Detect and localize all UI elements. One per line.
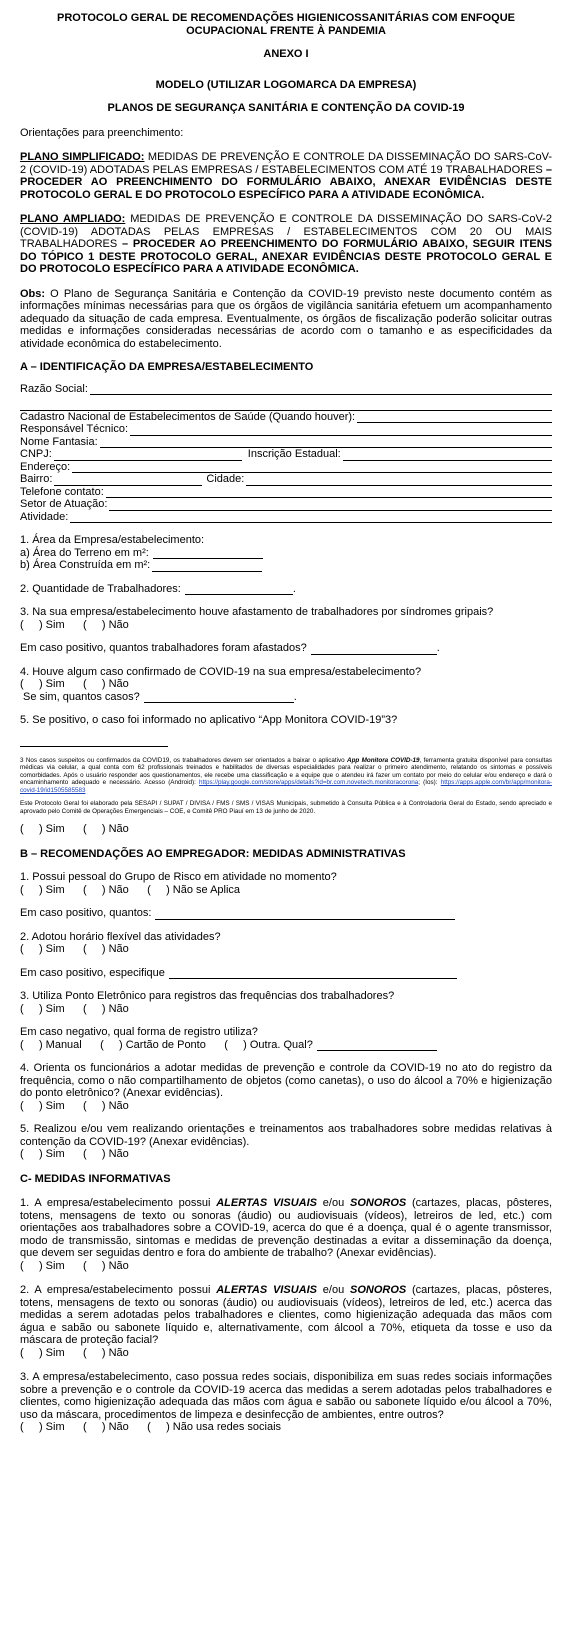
q3b-line[interactable] bbox=[311, 645, 437, 655]
b2-question: 2. Adotou horário flexível das atividades? bbox=[20, 930, 221, 943]
instructions-label: Orientações para preenchimento: bbox=[20, 126, 184, 139]
simplified-plan-lead: PLANO SIMPLIFICADO: bbox=[20, 151, 145, 163]
q3-options[interactable]: ( ) Sim ( ) Não bbox=[20, 618, 129, 631]
razao-social-label: Razão Social: bbox=[20, 382, 88, 395]
q3b-field[interactable]: Em caso positivo, quantos trabalhadores foram afastados? . bbox=[20, 642, 440, 654]
b1b-line[interactable] bbox=[155, 910, 455, 920]
c1-options[interactable]: ( ) Sim ( ) Não bbox=[20, 1259, 129, 1272]
responsavel-label: Responsável Técnico: bbox=[20, 423, 129, 435]
b4-question: 4. Orienta os funcionários a adotar medidas de prevenção e controle da COVID-19 no ato do registro da frequência, como o não compartilhamento de objetos (como canetas), o uso do álcool a 70% e higienização do ponto eletrônico? (Anexar evidências). bbox=[20, 1062, 552, 1099]
c1-rest: (cartazes, placas, pôsteres, totens, mensagens de texto ou sonoras (áudio) ou audiovisuais (vídeos), letreiros de led, etc.) com orientações aos trabalhadores sobre a COVID-19, acerca do que é a doença, qual é o agente transmissor, modo de transmissão, sintomas e medidas de prevenção destinadas a evitar a disseminação da doença, que devem ser seguidas dentro e fora do ambiente de trabalho? (Anexar evidências). bbox=[20, 1197, 552, 1259]
q2-label: 2. Quantidade de Trabalhadores: bbox=[20, 582, 181, 595]
cnes-line[interactable] bbox=[357, 413, 552, 423]
b1-options[interactable]: ( ) Sim ( ) Não ( ) Não se Aplica bbox=[20, 883, 241, 896]
responsavel-field[interactable] bbox=[20, 423, 552, 436]
observation-body: O Plano de Segurança Sanitária e Contenção da COVID-19 previsto neste documento contém as informações mínimas necessárias para que os órgãos de vigilância sanitária efetuem um acompanhamento adequado da situação de cada empresa. Eventualmente, os órgãos de fiscalização poderão solicitar outras medidas e informações consideradas necessárias de acordo com o tamanho e as especificidades da atividade econômica do estabelecimento. bbox=[20, 287, 552, 350]
q1a-label: a) Área do Terreno em m²: bbox=[20, 546, 149, 559]
android-link[interactable]: https://play.google.com/store/apps/details?id=br.com.novetech.monitoracorona bbox=[199, 779, 419, 786]
b5-options[interactable]: ( ) Sim ( ) Não bbox=[20, 1148, 129, 1160]
c2-lead: 2. A empresa/estabelecimento possui bbox=[20, 1284, 217, 1296]
title-line-1: PROTOCOLO GERAL DE RECOMENDAÇÕES HIGIENICOSSANITÁRIAS COM ENFOQUE bbox=[57, 12, 515, 24]
expanded-plan-paragraph bbox=[20, 213, 552, 276]
setor-line[interactable] bbox=[109, 501, 552, 511]
q4b-field[interactable]: Se sim, quantos casos? . bbox=[23, 690, 297, 703]
b2b-field[interactable] bbox=[20, 967, 552, 980]
plans-heading: PLANOS DE SEGURANÇA SANITÁRIA E CONTENÇÃO DA COVID-19 bbox=[107, 102, 465, 114]
b2b-label: Em caso positivo, especifique bbox=[20, 966, 165, 979]
observation-paragraph bbox=[20, 288, 552, 351]
simplified-plan-body: MEDIDAS DE PREVENÇÃO E CONTROLE DA DISSEMINAÇÃO DO SARS-CoV-2 (COVID-19) ADOTADAS PELAS EMPRESAS / ESTABELECIMENTOS COM ATÉ 19 TRABALHADORES bbox=[20, 151, 552, 176]
c1-lead: 1. A empresa/estabelecimento possui bbox=[20, 1197, 217, 1209]
q2-line[interactable] bbox=[185, 585, 293, 595]
q4b-line[interactable] bbox=[144, 693, 294, 703]
atividade-field[interactable] bbox=[20, 511, 552, 524]
c1-alertas-visuais: ALERTAS VISUAIS bbox=[216, 1197, 317, 1209]
b5-question: 5. Realizou e/ou vem realizando orientações e treinamentos aos trabalhadores sobre medidas relativas à contenção da COVID-19? (Anexar evidências). bbox=[20, 1123, 552, 1148]
endereco-line[interactable] bbox=[72, 463, 552, 473]
q1a-field[interactable] bbox=[20, 547, 552, 560]
atividade-line[interactable] bbox=[70, 513, 552, 523]
q3b-label: Em caso positivo, quantos trabalhadores foram afastados? bbox=[20, 642, 307, 654]
simplified-plan-instruction: – PROCEDER AO PREENCHIMENTO DO FORMULÁRIO ABAIXO, ANEXAR EVIDÊNCIAS DESTE PROTOCOLO GERAL E DO PROTOCOLO ESPECÍFICO PARA A ATIVIDADE ECONÔMICA. bbox=[20, 163, 552, 201]
inscricao-estadual-label: Inscrição Estadual: bbox=[247, 448, 341, 460]
c1-question bbox=[20, 1197, 552, 1260]
cnes-label: Cadastro Nacional de Estabelecimentos de Saúde (Quando houver): bbox=[20, 410, 356, 423]
section-c-heading: C- MEDIDAS INFORMATIVAS bbox=[20, 1172, 171, 1185]
nome-fantasia-field[interactable] bbox=[20, 436, 552, 449]
footnote-3-text-2: , ferramenta gratuita disponível para consultas médicas via celular, a qual conta com 62 profissionais treinados e habilitados de diversas especialidades para realizar o primeiro atendimento, relatando os sintomas e possíveis comorbidades. Após o usuário responder aos questionamentos, ele recebe uma classificação e a equipe que o atendeu irá fazer um contato por meio do celular e/ou endereço e dará o encaminhamento adequado e necessário. Acesso (Android): bbox=[20, 756, 552, 786]
endereco-field[interactable] bbox=[20, 461, 552, 474]
q1a-line[interactable] bbox=[153, 549, 263, 559]
q2-field[interactable]: 2. Quantidade de Trabalhadores: . bbox=[20, 582, 296, 595]
expanded-plan-instruction: – PROCEDER AO PREENCHIMENTO DO FORMULÁRIO ABAIXO, SEGUIR ITENS DO TÓPICO 1 DESTE PROTOCOLO GERAL, ANEXAR EVIDÊNCIAS DESTE PROTOCOLO GERAL E DO PROTOCOLO ESPECÍFICO PARA A ATIVIDADE ECONÔMICA. bbox=[20, 238, 552, 275]
c3-question: 3. A empresa/estabelecimento, caso possua redes sociais, disponibiliza em suas redes sociais informações sobre a prevenção e o controle da COVID-19 acerca das medidas a serem adotadas pelos trabalhadores e clientes, como higienização adequada das mãos com água e sabão ou sabonete líquido e/ou álcool a 70%, uso da máscara, procedimentos de limpeza e desinfecção de ambientes, entre outros? bbox=[20, 1371, 552, 1421]
razao-social-line-2[interactable] bbox=[20, 398, 552, 411]
b3-question: 3. Utiliza Ponto Eletrônico para registros das frequências dos trabalhadores? bbox=[20, 990, 395, 1002]
simplified-plan-paragraph bbox=[20, 151, 552, 201]
c1-connector: e/ou bbox=[316, 1197, 350, 1209]
c3-options[interactable]: ( ) Sim ( ) Não ( ) Não usa redes sociais bbox=[20, 1421, 282, 1433]
q5-question: 5. Se positivo, o caso foi informado no aplicativo “App Monitora COVID-19”3? bbox=[20, 714, 398, 726]
expanded-plan-lead: PLANO AMPLIADO: bbox=[20, 213, 126, 225]
footnote-3 bbox=[20, 757, 552, 795]
atividade-label: Atividade: bbox=[20, 510, 69, 523]
bairro-label: Bairro: bbox=[20, 473, 53, 485]
q1b-line[interactable] bbox=[152, 562, 262, 572]
c2-sonoros: SONOROS bbox=[349, 1284, 407, 1296]
b1-question: 1. Possui pessoal do Grupo de Risco em atividade no momento? bbox=[20, 871, 337, 883]
q3-question: 3. Na sua empresa/estabelecimento houve afastamento de trabalhadores por síndromes gripais? bbox=[20, 606, 494, 618]
cnes-field[interactable] bbox=[20, 411, 552, 424]
q4b-label: Se sim, quantos casos? bbox=[23, 690, 140, 703]
b3b-question: Em caso negativo, qual forma de registro utiliza? bbox=[20, 1026, 258, 1038]
razao-social-field[interactable] bbox=[20, 383, 552, 396]
q1-area: 1. Área da Empresa/estabelecimento: bbox=[20, 534, 205, 546]
nome-fantasia-label: Nome Fantasia: bbox=[20, 435, 98, 448]
bairro-line[interactable] bbox=[54, 476, 202, 486]
c2-alertas-visuais: ALERTAS VISUAIS bbox=[216, 1284, 317, 1296]
cidade-line[interactable] bbox=[246, 476, 552, 486]
nome-fantasia-line[interactable] bbox=[100, 438, 552, 448]
footnote-3-app-name: App Monitora COVID-19 bbox=[347, 756, 420, 764]
responsavel-line[interactable] bbox=[130, 426, 552, 436]
ios-link[interactable]: https://apps.apple.com/br/app/monitora-covid-19/id1505585583 bbox=[20, 779, 552, 794]
setor-label: Setor de Atuação: bbox=[20, 498, 108, 510]
footnote-credits: Este Protocolo Geral foi elaborado pela SESAPI / SUPAT / DIVISA / FMS / SMS / VISAS Municipais, submetido à Consulta Pública e à Controladoria Geral do Estado, sendo apreciado e aprovado pelo Comitê de Operações Emergenciais – COE, e Comitê PRO Piauí em 13 de junho de 2020. bbox=[20, 800, 552, 815]
cnpj-label: CNPJ: bbox=[20, 448, 52, 460]
razao-social-line[interactable] bbox=[90, 385, 552, 395]
cnpj-line[interactable] bbox=[54, 451, 242, 461]
c2-question bbox=[20, 1284, 552, 1347]
footnote-divider bbox=[20, 746, 168, 747]
c2-options[interactable]: ( ) Sim ( ) Não bbox=[20, 1346, 129, 1359]
b2-options[interactable]: ( ) Sim ( ) Não bbox=[20, 943, 129, 955]
endereco-label: Endereço: bbox=[20, 460, 71, 473]
q4-question: 4. Houve algum caso confirmado de COVID-19 na sua empresa/estabelecimento? bbox=[20, 665, 422, 678]
b1b-field[interactable] bbox=[20, 907, 552, 920]
b3-outra-line[interactable] bbox=[317, 1041, 437, 1051]
model-heading: MODELO (UTILIZAR LOGOMARCA DA EMPRESA) bbox=[155, 78, 417, 91]
cidade-label: Cidade: bbox=[206, 473, 245, 485]
telefone-line[interactable] bbox=[106, 488, 552, 498]
c1-sonoros: SONOROS bbox=[349, 1197, 407, 1209]
b2b-line[interactable] bbox=[169, 969, 457, 979]
bairro-cidade-row bbox=[20, 473, 552, 486]
expanded-plan-body: MEDIDAS DE PREVENÇÃO E CONTROLE DA DISSEMINAÇÃO DO SARS-CoV-2 (COVID-19) ADOTADAS PELAS EMPRESAS / ESTABELECIMENTOS COM 20 OU MAIS TRABALHADORES bbox=[20, 213, 552, 250]
c2-connector: e/ou bbox=[316, 1284, 350, 1296]
b1b-label: Em caso positivo, quantos: bbox=[20, 907, 152, 919]
b4-options[interactable]: ( ) Sim ( ) Não bbox=[20, 1099, 129, 1112]
annex-heading: ANEXO I bbox=[263, 48, 309, 60]
q1b-label: b) Área Construída em m²: bbox=[20, 559, 151, 571]
q4-options[interactable]: ( ) Sim ( ) Não bbox=[20, 678, 129, 690]
footnote-3-ios-label: ; (Ios): bbox=[418, 779, 441, 786]
razao-social-extra-line[interactable] bbox=[20, 401, 552, 411]
observation-lead: Obs: bbox=[20, 287, 46, 300]
setor-field[interactable] bbox=[20, 498, 552, 511]
title-line-2: OCUPACIONAL FRENTE À PANDEMIA bbox=[186, 24, 386, 37]
q5-options[interactable]: ( ) Sim ( ) Não bbox=[20, 823, 129, 835]
b3-registro-labels[interactable]: ( ) Manual ( ) Cartão de Ponto ( ) Outra. Qual? bbox=[20, 1038, 313, 1051]
inscricao-estadual-line[interactable] bbox=[343, 451, 552, 461]
b3-options[interactable]: ( ) Sim ( ) Não bbox=[20, 1002, 129, 1015]
section-b-heading: B – RECOMENDAÇÕES AO EMPREGADOR: MEDIDAS ADMINISTRATIVAS bbox=[20, 847, 406, 860]
section-a-heading: A – IDENTIFICAÇÃO DA EMPRESA/ESTABELECIMENTO bbox=[20, 361, 314, 373]
c2-rest: (cartazes, placas, pôsteres, totens, mensagens de texto ou sonoras (áudio) ou audiovisuais (vídeos), letreiros de led, etc.) acerca das medidas a serem adotadas pelos trabalhadores e clientes, como higienização adequada das mãos com água e sabão ou sabonete líquido e, alternativamente, com álcool a 70%, etiqueta da tosse e uso da máscara de proteção facial? bbox=[20, 1284, 552, 1346]
telefone-field[interactable] bbox=[20, 486, 552, 499]
b3-registro-options[interactable] bbox=[20, 1039, 552, 1052]
q1b-field[interactable] bbox=[20, 559, 552, 572]
telefone-label: Telefone contato: bbox=[20, 485, 104, 498]
footnote-3-text: 3 Nos casos suspeitos ou confirmados da COVID19, os trabalhadores devem ser orientados a baixar o aplicativo bbox=[20, 756, 348, 764]
cnpj-ie-row bbox=[20, 448, 552, 461]
